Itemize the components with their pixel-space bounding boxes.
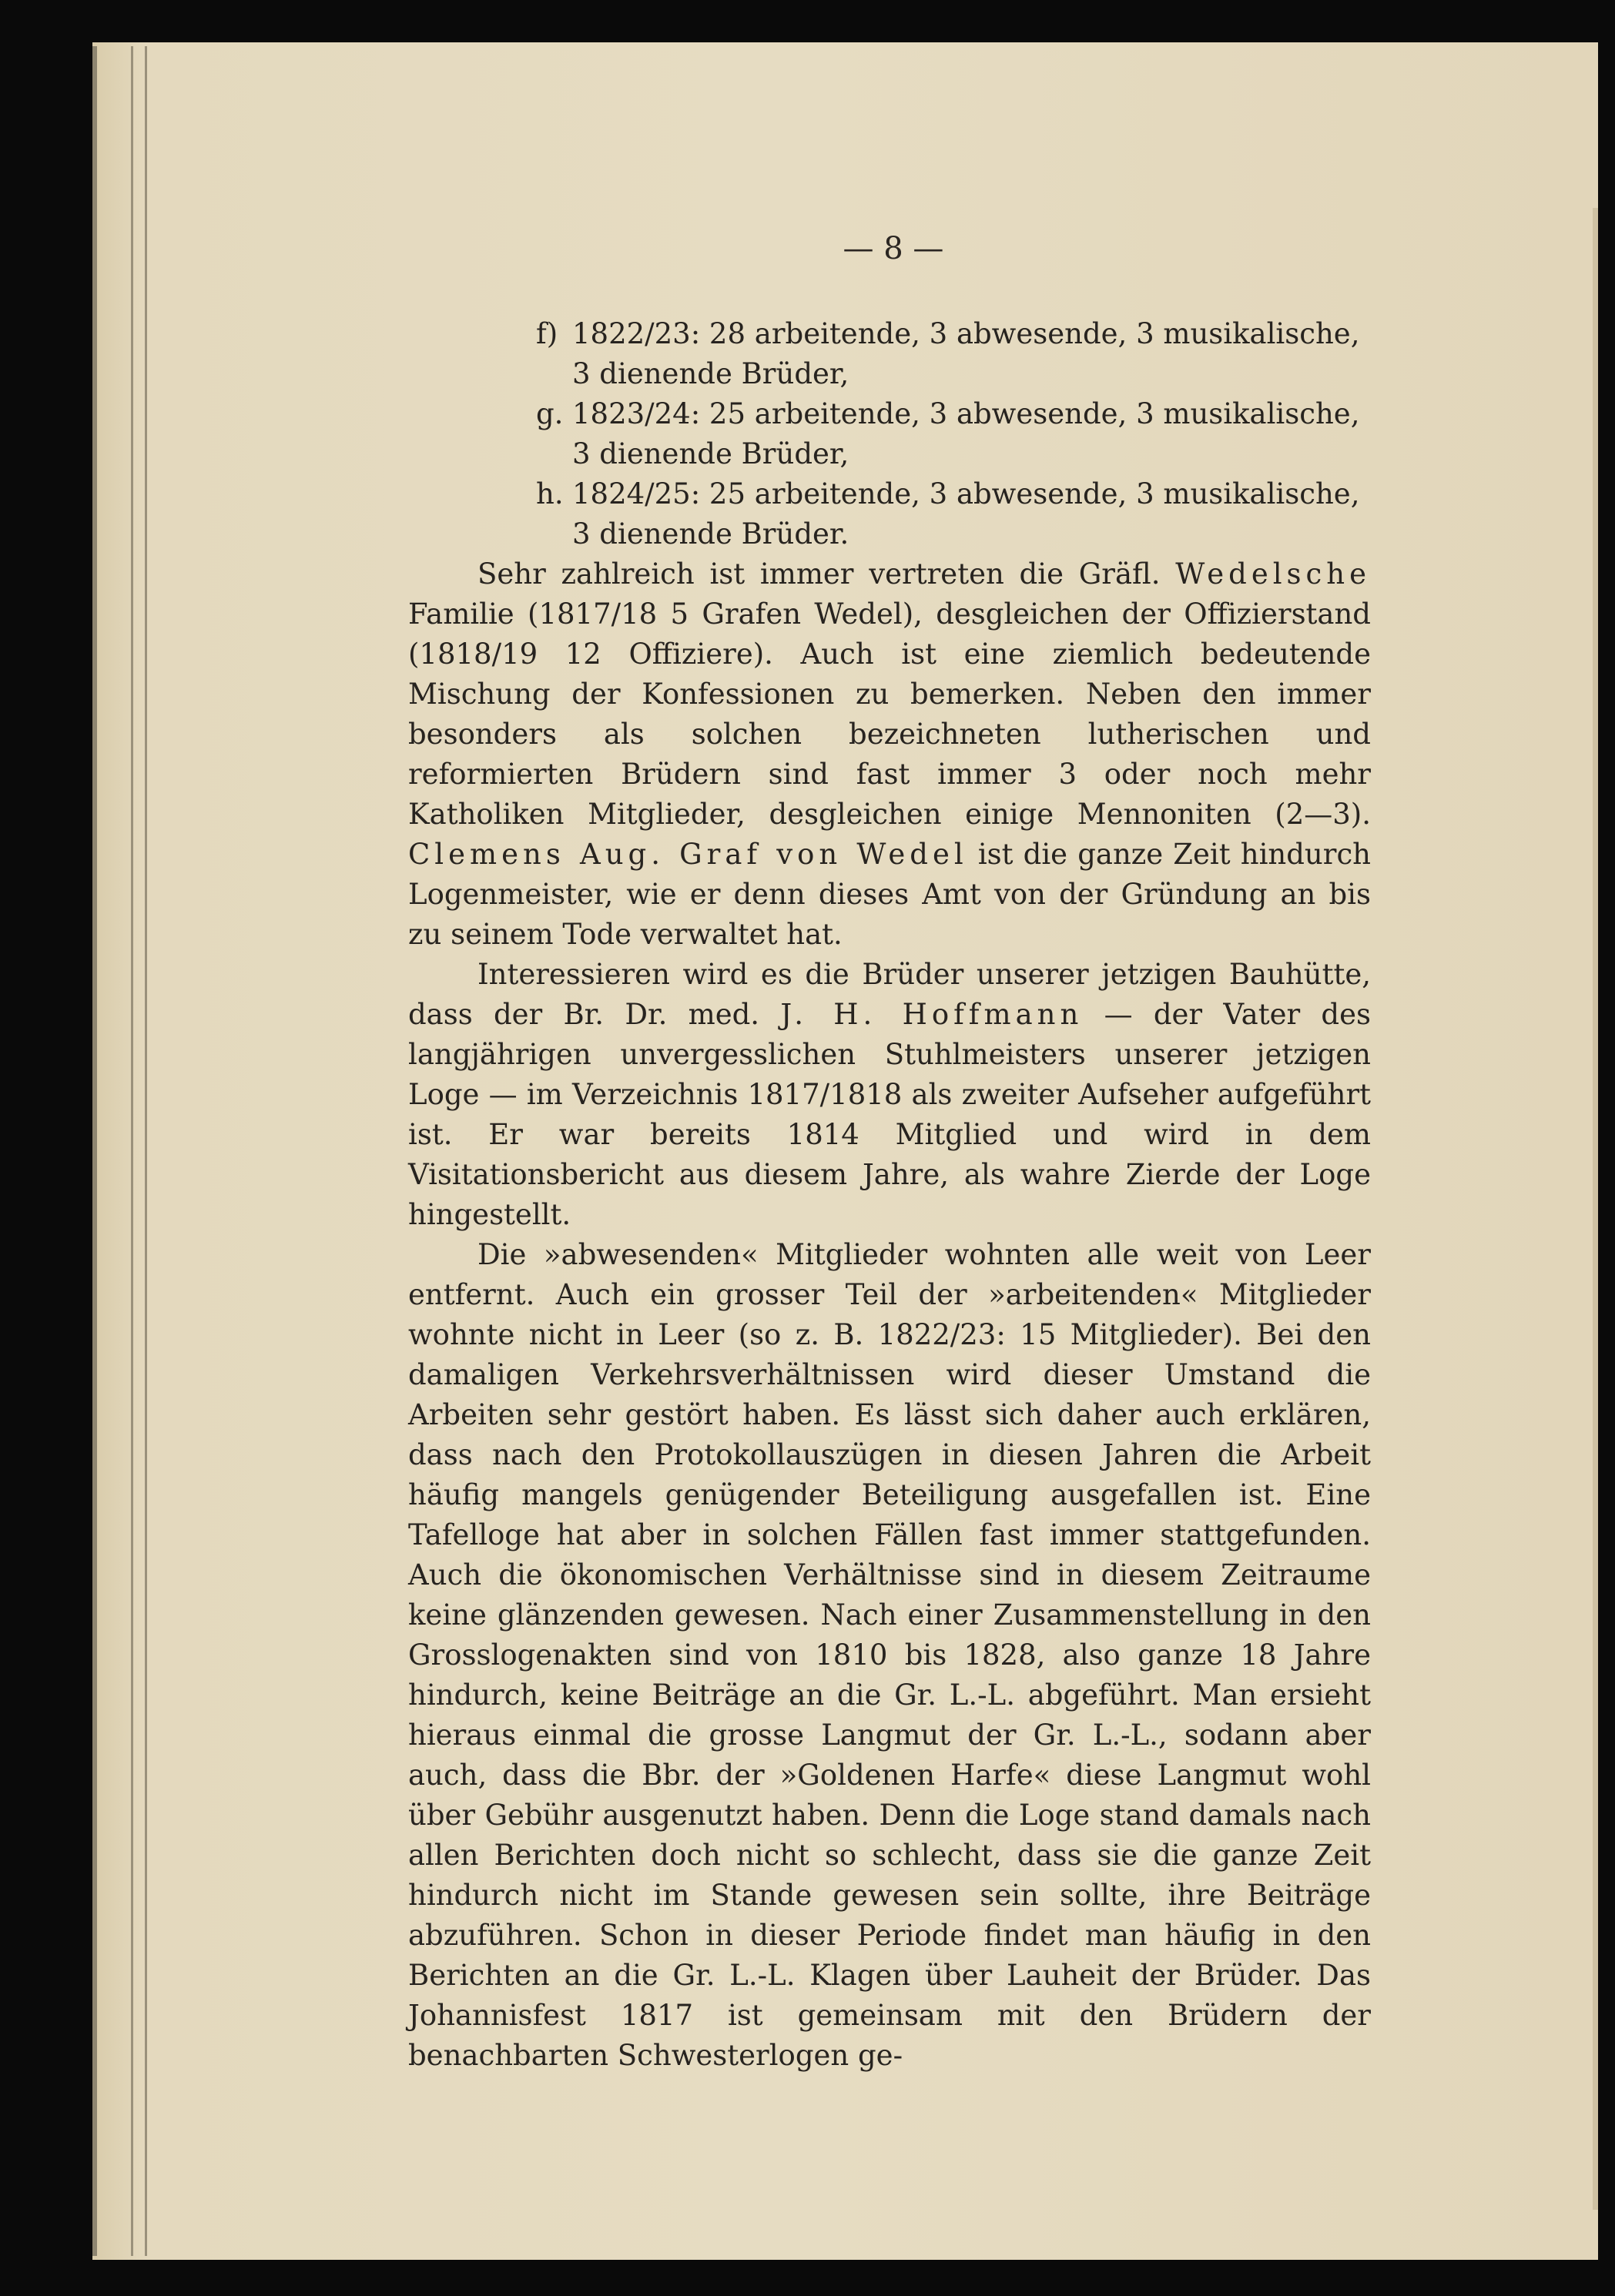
- list-item-line: 3 dienende Brüder,: [572, 357, 849, 390]
- list-item-line: 1823/24: 25 arbeitende, 3 abwesende, 3 musikalische,: [572, 397, 1360, 430]
- spaced-name: Wedelsche: [1175, 557, 1371, 591]
- list-item: [408, 394, 1371, 474]
- page-edge-line: [145, 46, 147, 2256]
- paragraph: Die »abwesenden« Mitglieder wohnten alle weit von Leer entfernt. Auch ein grosser Teil der »arbeitenden« Mitglieder wohnte nicht in Leer (so z. B. 1822/23: 15 Mitglieder). Bei den damaligen Verkehrsverhältnissen wird dieser Umstand die Arbeiten sehr gestört haben. Es lässt sich daher auch erklären, dass nach den Protokollauszügen in diesen Jahren die Arbeit häufig mangels genügender Beteiligung ausgefallen ist. Eine Tafelloge hat aber in solchen Fällen fast immer stattgefunden. Auch die ökonomischen Verhältnisse sind in diesem Zeitraume keine glänzenden gewesen. Nach einer Zusammenstellung in den Grosslogenakten sind von 1810 bis 1828, also ganze 18 Jahre hindurch, keine Beiträge an die Gr. L.-L. abgeführt. Man ersieht hieraus einmal die grosse Langmut der Gr. L.-L., sodann aber auch, dass die Bbr. der »Goldenen Harfe« diese Langmut wohl über Gebühr ausgenutzt haben. Denn die Loge stand damals nach allen Berichten doch nicht so schlecht, dass sie die ganze Zeit hindurch nicht im Stande gewesen sein sollte, ihre Beiträge abzuführen. Schon in dieser Periode findet man häufig in den Berichten an die Gr. L.-L. Klagen über Lauheit der Brüder. Das Johannisfest 1817 ist gemeinsam mit den Brüdern der benachbarten Schwesterlogen ge-: [408, 1238, 1371, 2072]
- list-item-line: 3 dienende Brüder,: [572, 437, 849, 470]
- paragraph-text: Sehr zahlreich ist immer vertreten die Gräfl.: [477, 557, 1161, 591]
- spaced-name: J. H. Hoffmann: [780, 998, 1084, 1031]
- list-item: [408, 314, 1371, 394]
- list-item-line: 1822/23: 28 arbeitende, 3 abwesende, 3 musikalische,: [572, 317, 1360, 350]
- list-item-line: 3 dienende Brüder.: [572, 517, 849, 551]
- page-edge-line: [131, 46, 133, 2256]
- list-item-label: h.: [536, 477, 564, 510]
- paragraph: [408, 955, 1371, 1235]
- paragraph: [408, 554, 1371, 955]
- paragraph-text: ist die ganze Zeit hindurch Logenmeister, wie er denn dieses Amt von der Gründung an bis zu seinem Tode verwaltet hat.: [408, 838, 1371, 951]
- list-item-label: g.: [536, 397, 564, 430]
- spaced-name: Clemens Aug. Graf von Wedel: [408, 838, 968, 871]
- paragraph-text: — der Vater des langjährigen unvergesslichen Stuhlmeisters unserer jetzigen Loge — im Verzeichnis 1817/1818 als zweiter Aufseher aufgeführt ist. Er war bereits 1814 Mitglied und wird in dem Visitationsbericht aus diesem Jahre, als wahre Zierde der Loge hingestellt.: [408, 998, 1372, 1231]
- paragraph-text: Familie (1817/18 5 Grafen Wedel), desgleichen der Offizierstand (1818/19 12 Offiziere). Auch ist eine ziemlich bedeutende Mischung der Konfessionen zu bemerken. Neben den immer besonders als solchen bezeichneten lutherischen und reformierten Brüdern sind fast immer 3 oder noch mehr Katholiken Mitglieder, desgleichen einige Mennoniten (2—3).: [408, 597, 1371, 831]
- body-text: [408, 314, 1371, 2076]
- page-number: — 8 —: [843, 231, 944, 266]
- list-item: [408, 474, 1371, 554]
- right-page-edge: [1593, 208, 1598, 2210]
- list-item-label: f): [536, 317, 558, 350]
- paragraph-text: Interessieren wird es die Brüder unserer jetzigen Bauhütte, dass der Br. Dr. med.: [408, 958, 1371, 1031]
- list-item-line: 1824/25: 25 arbeitende, 3 abwesende, 3 musikalische,: [572, 477, 1360, 510]
